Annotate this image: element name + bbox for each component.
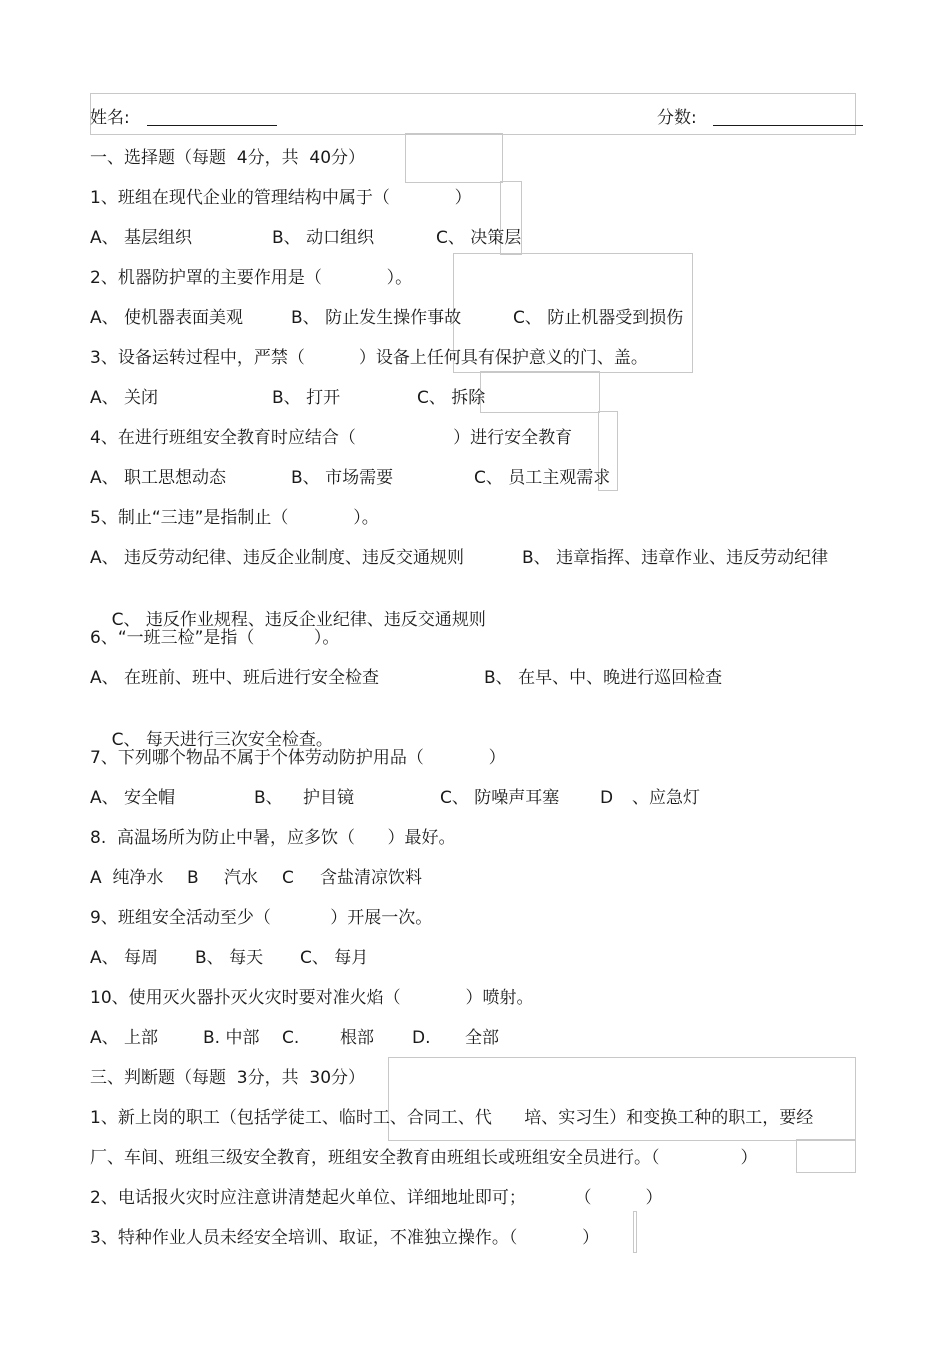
question-stem: 7、下列哪个物品不属于个体劳动防护用品（ ） [90, 748, 506, 768]
table-frame [633, 1211, 637, 1253]
question-stem: 2、机器防护罩的主要作用是（ ）。 [90, 268, 413, 288]
option[interactable]: A、 每周 [90, 948, 159, 968]
option[interactable]: B、 [254, 788, 283, 808]
option[interactable]: C、 拆除 [417, 388, 486, 408]
option[interactable]: C [282, 868, 294, 888]
option[interactable]: B、 动口组织 [272, 228, 375, 248]
option[interactable]: D [600, 788, 614, 808]
option[interactable]: 、应急灯 [632, 788, 700, 808]
option[interactable]: A、 关闭 [90, 388, 159, 408]
option[interactable]: A、 上部 [90, 1028, 159, 1048]
score-blank[interactable] [713, 109, 863, 126]
judgement-item: 1、新上岗的职工（包括学徒工、临时工、合同工、代 培、实习生）和变换工种的职工，要经 [90, 1108, 814, 1128]
option[interactable]: D. [412, 1028, 431, 1048]
option[interactable]: A、 安全帽 [90, 788, 176, 808]
header-row [90, 107, 870, 239]
option[interactable]: B、 防止发生操作事故 [291, 308, 462, 328]
question-stem: 5、制止“三违”是指制止（ ）。 [90, 508, 379, 528]
option[interactable]: C. [282, 1028, 300, 1048]
option[interactable]: B、 在早、中、晚进行巡回检查 [484, 668, 723, 688]
option[interactable]: C、 每天进行三次安全检查。 [111, 730, 333, 750]
option[interactable]: C、 防噪声耳塞 [440, 788, 560, 808]
score-label: 分数: [657, 108, 697, 128]
option[interactable]: B. 中部 [203, 1028, 260, 1048]
name-label: 姓名: [90, 108, 130, 128]
option[interactable]: 含盐清凉饮料 [320, 868, 422, 888]
option[interactable]: 护目镜 [303, 788, 354, 808]
question-stem: 10、使用灭火器扑灭火灾时要对准火焰（ ）喷射。 [90, 988, 534, 1008]
option[interactable]: B、 市场需要 [291, 468, 394, 488]
option[interactable]: 全部 [465, 1028, 499, 1048]
option[interactable]: C、 员工主观需求 [474, 468, 611, 488]
judgement-item: 2、电话报火灾时应注意讲清楚起火单位、详细地址即可； （ ） [90, 1188, 663, 1208]
question-stem: 6、“一班三检”是指（ ）。 [90, 628, 340, 648]
option[interactable]: C、 违反作业规程、违反企业纪律、违反交通规则 [111, 610, 486, 630]
option[interactable]: A、 在班前、班中、班后进行安全检查 [90, 668, 380, 688]
judgement-item: 3、特种作业人员未经安全培训、取证，不准独立操作。（ ） [90, 1228, 600, 1248]
question-stem: 4、在进行班组安全教育时应结合（ ）进行安全教育 [90, 428, 573, 448]
question-stem: 3、设备运转过程中，严禁（ ）设备上任何具有保护意义的门、盖。 [90, 348, 648, 368]
option[interactable]: B、 打开 [272, 388, 341, 408]
question-stem: 8. 高温场所为防止中暑，应多饮（ ）最好。 [90, 828, 456, 848]
option[interactable]: A、 违反劳动纪律、违反企业制度、违反交通规则 [90, 548, 465, 568]
section-title: 一、选择题（每题 4分，共 40分） [90, 148, 366, 168]
option[interactable]: C、 防止机器受到损伤 [513, 308, 684, 328]
question-stem: 9、班组安全活动至少（ ）开展一次。 [90, 908, 433, 928]
option[interactable]: C、 每月 [300, 948, 369, 968]
option[interactable]: A、 基层组织 [90, 228, 193, 248]
option[interactable]: B [187, 868, 199, 888]
section-title: 三、判断题（每题 3分，共 30分） [90, 1068, 366, 1088]
option[interactable]: B、 每天 [195, 948, 264, 968]
option[interactable]: A、 职工思想动态 [90, 468, 227, 488]
option[interactable]: A 纯净水 [90, 868, 164, 888]
option[interactable]: A、 使机器表面美观 [90, 308, 244, 328]
option[interactable]: C、 决策层 [436, 228, 522, 248]
question-stem: 1、班组在现代企业的管理结构中属于（ ） [90, 188, 472, 208]
name-blank[interactable] [147, 109, 277, 126]
option[interactable]: 根部 [340, 1028, 374, 1048]
option[interactable]: 汽水 [224, 868, 258, 888]
judgement-item: 厂、车间、班组三级安全教育，班组安全教育由班组长或班组安全员进行。（ ） [90, 1148, 758, 1168]
option[interactable]: B、 违章指挥、违章作业、违反劳动纪律 [522, 548, 829, 568]
